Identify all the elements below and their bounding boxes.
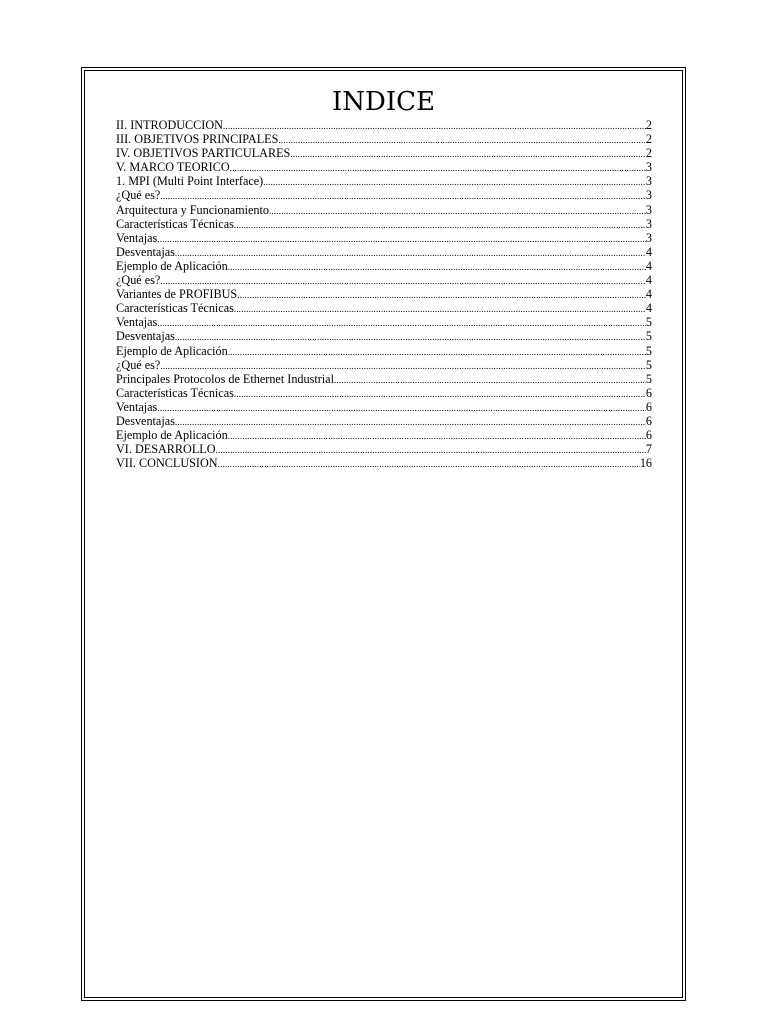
toc-page-number: 7	[645, 442, 652, 457]
toc-dot-leader	[157, 316, 646, 329]
toc-entry[interactable]	[116, 231, 652, 245]
toc-page-number: 5	[645, 371, 652, 386]
toc-entry-label: Arquitectura y Funcionamiento	[116, 202, 269, 217]
toc-entry-label: Desventajas	[116, 413, 175, 428]
toc-entry-label: Ventajas	[116, 399, 158, 414]
toc-page-number: 4	[645, 287, 652, 302]
toc-dot-leader	[234, 218, 646, 231]
toc-entry[interactable]	[116, 160, 652, 174]
toc-page-number: 6	[645, 385, 652, 400]
toc-entry[interactable]	[116, 174, 652, 188]
toc-entry[interactable]	[116, 273, 652, 287]
toc-entry-label: ¿Qué es?	[116, 357, 161, 372]
toc-entry[interactable]	[116, 146, 652, 160]
toc-page-number: 3	[645, 188, 652, 203]
toc-dot-leader	[228, 345, 646, 358]
toc-dot-leader	[237, 288, 646, 301]
toc-entry-label: Ejemplo de Aplicación	[116, 258, 228, 273]
toc-entry[interactable]	[116, 259, 652, 273]
toc-entry[interactable]	[116, 118, 652, 132]
toc-dot-leader	[160, 189, 646, 202]
toc-dot-leader	[175, 415, 646, 428]
toc-dot-leader	[160, 359, 646, 372]
toc-entry-label: Ventajas	[116, 315, 158, 330]
toc-entry[interactable]	[116, 428, 652, 442]
toc-entry[interactable]	[116, 203, 652, 217]
toc-dot-leader	[269, 204, 646, 217]
toc-page-number: 6	[645, 428, 652, 443]
toc-dot-leader	[263, 175, 646, 188]
toc-entry-label: Ventajas	[116, 230, 158, 245]
toc-entry-label: Principales Protocolos de Ethernet Industrial	[116, 371, 334, 386]
toc-page-number: 3	[645, 202, 652, 217]
toc-dot-leader	[278, 133, 646, 146]
toc-page-number: 2	[645, 146, 652, 161]
toc-entry-label: ¿Qué es?	[116, 188, 161, 203]
toc-page-number: 16	[639, 456, 652, 471]
toc-dot-leader	[175, 330, 646, 343]
toc-page-number: 4	[645, 244, 652, 259]
toc-entry[interactable]	[116, 414, 652, 428]
toc-entry[interactable]	[116, 442, 652, 456]
toc-entry[interactable]	[116, 188, 652, 202]
toc-page-number: 2	[645, 132, 652, 147]
toc-page-number: 5	[645, 329, 652, 344]
toc-page-number: 5	[645, 357, 652, 372]
toc-entry-label: Ejemplo de Aplicación	[116, 343, 228, 358]
toc-page-number: 4	[645, 273, 652, 288]
toc-dot-leader	[157, 401, 646, 414]
toc-page-number: 6	[645, 399, 652, 414]
toc-entry[interactable]	[116, 132, 652, 146]
toc-entry[interactable]	[116, 456, 652, 470]
toc-dot-leader	[334, 373, 646, 386]
toc-entry[interactable]	[116, 358, 652, 372]
toc-page-number: 2	[645, 118, 652, 132]
toc-entry-label: IV. OBJETIVOS PARTICULARES	[116, 146, 291, 161]
toc-dot-leader	[216, 443, 646, 456]
toc-entry[interactable]	[116, 344, 652, 358]
toc-entry[interactable]	[116, 372, 652, 386]
toc-dot-leader	[218, 457, 640, 470]
toc-page-number: 6	[645, 413, 652, 428]
toc-page-number: 3	[645, 230, 652, 245]
toc-dot-leader	[290, 147, 646, 160]
toc-entry-label: Ejemplo de Aplicación	[116, 428, 228, 443]
toc-dot-leader	[234, 387, 646, 400]
toc-entry-label: Desventajas	[116, 244, 175, 259]
toc-entry-label: III. OBJETIVOS PRINCIPALES	[116, 132, 279, 147]
toc-page-number: 5	[645, 315, 652, 330]
toc-page-number: 3	[645, 216, 652, 231]
toc-entry[interactable]	[116, 287, 652, 301]
toc-dot-leader	[223, 119, 646, 132]
toc-entry-label: II. INTRODUCCION	[116, 118, 223, 132]
toc-entry[interactable]	[116, 386, 652, 400]
toc-entry-label: VII. CONCLUSION	[116, 456, 218, 471]
toc-dot-leader	[234, 302, 646, 315]
toc-entry-label: Características Técnicas	[116, 301, 234, 316]
toc-entry[interactable]	[116, 301, 652, 315]
toc-dot-leader	[175, 246, 646, 259]
toc-dot-leader	[160, 274, 646, 287]
toc-entry[interactable]	[116, 217, 652, 231]
toc-page-number: 3	[645, 174, 652, 189]
table-of-contents	[116, 118, 652, 470]
toc-entry-label: 1. MPI (Multi Point Interface)	[116, 174, 264, 189]
toc-dot-leader	[157, 232, 646, 245]
toc-entry[interactable]	[116, 329, 652, 343]
toc-page-number: 4	[645, 258, 652, 273]
toc-page-number: 5	[645, 343, 652, 358]
toc-entry-label: Características Técnicas	[116, 216, 234, 231]
toc-entry-label: Desventajas	[116, 329, 175, 344]
toc-entry-label: V. MARCO TEORICO	[116, 160, 230, 175]
toc-entry[interactable]	[116, 245, 652, 259]
toc-entry-label: Características Técnicas	[116, 385, 234, 400]
toc-entry-label: VI. DESARROLLO	[116, 442, 216, 457]
toc-entry[interactable]	[116, 400, 652, 414]
toc-page-number: 4	[645, 301, 652, 316]
page-title: INDICE	[331, 87, 435, 117]
toc-entry[interactable]	[116, 315, 652, 329]
toc-page-number: 3	[645, 160, 652, 175]
toc-dot-leader	[228, 429, 646, 442]
toc-entry-label: Variantes de PROFIBUS	[116, 287, 238, 302]
toc-entry-label: ¿Qué es?	[116, 273, 161, 288]
toc-dot-leader	[228, 260, 646, 273]
toc-dot-leader	[230, 161, 646, 174]
